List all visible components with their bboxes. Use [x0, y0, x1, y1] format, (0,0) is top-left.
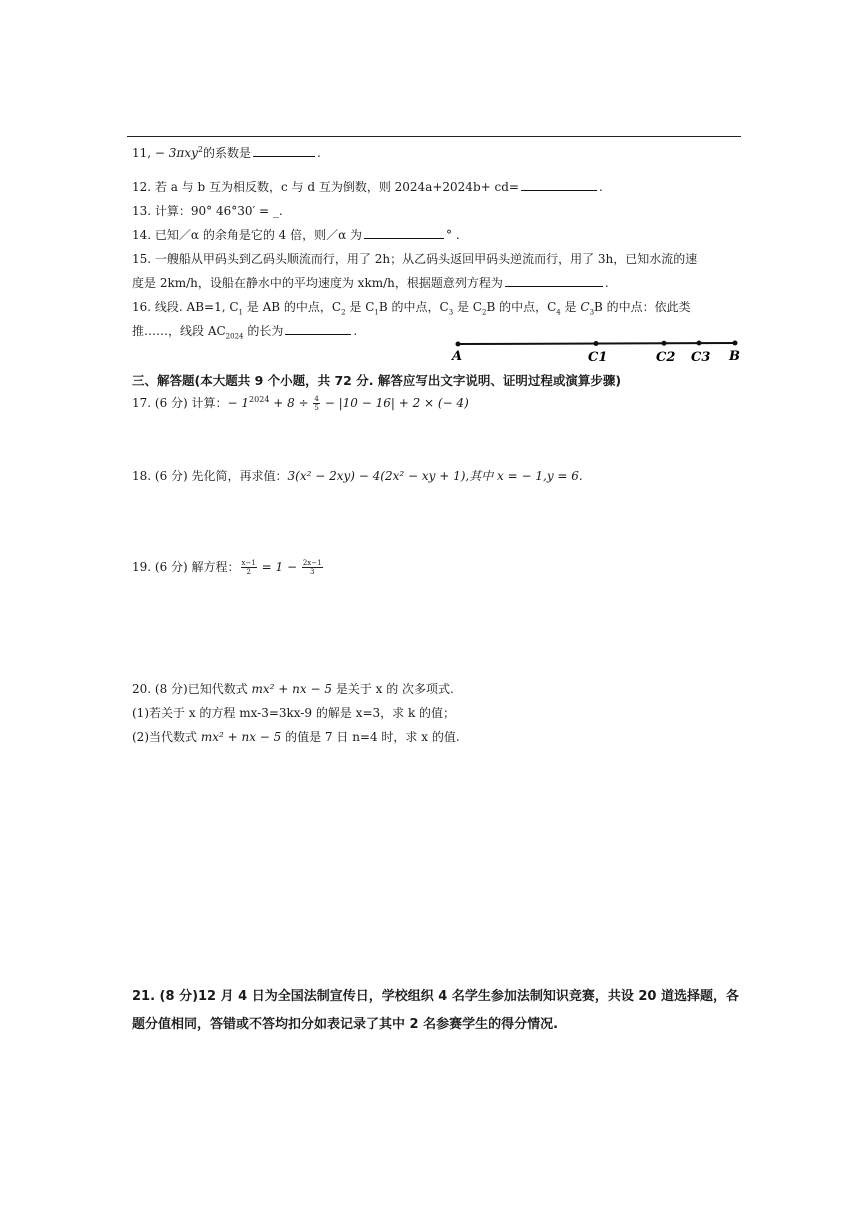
question-16-line-2: 推……，线段 $AC_{2024}$ 的长为 .	[132, 324, 358, 341]
label-c3: C3	[691, 350, 711, 365]
question-13	[132, 202, 283, 220]
q12-answer-blank[interactable]	[521, 178, 597, 191]
q15-text-2: 度是 2km/h，设船在静水中的平均速度为 xkm/h，根据题意列方程为	[132, 276, 503, 290]
q19-fraction-2: $\frac{2x-1}{3}$	[302, 559, 322, 576]
question-19: 19. (6 分) 解方程： $\frac{x-1}{2}$ = 1 − $\frac{2x-1}{3}$	[132, 559, 322, 576]
label-a: A	[452, 349, 463, 364]
segment-diagram	[448, 336, 748, 366]
question-21-line-1: 21. (8 分)12 月 4 日为全国法制宣传日，学校组织 4 名学生参加法制知识竞赛，共设 20 道选择题，各	[132, 989, 739, 1004]
q11-exponent: 2	[197, 145, 203, 154]
point-c3	[697, 341, 702, 346]
question-20-line-2: (1)若关于 x 的方程 mx-3=3kx-9 的解是 x=3，求 k 的值；	[132, 706, 456, 720]
q17-fraction: $\frac{4}{5}$	[314, 395, 319, 412]
q19-fraction-1: $\frac{x-1}{2}$	[241, 559, 256, 576]
question-21-line-2: 题分值相同，答错或不答均扣分如表记录了其中 2 名参赛学生的得分情况.	[132, 1017, 559, 1032]
question-12: 12. 若 a 与 b 互为相反数，c 与 d 互为倒数，则 2024a+2024b+ cd= .	[132, 180, 603, 194]
q11-number: 11,	[132, 146, 152, 160]
label-c2: C2	[656, 350, 676, 365]
point-a	[456, 342, 461, 347]
label-b: B	[729, 349, 740, 364]
question-20-line-1: 20. (8 分)已知代数式 mx² + nx − 5 是关于 x 的 次多项式.	[132, 682, 454, 696]
q14-answer-blank[interactable]	[364, 226, 444, 239]
q11-text: 的系数是	[202, 146, 251, 160]
question-14: 14. 已知／α 的余角是它的 4 倍，则／α 为 ° .	[132, 228, 460, 242]
question-15-line-2: 度是 2km/h，设船在静水中的平均速度为 xkm/h，根据题意列方程为 .	[132, 276, 609, 290]
q13-text: 13. 计算：90° 46°30′ = _.	[132, 204, 283, 218]
label-c1: C1	[588, 350, 608, 365]
q11-answer-blank[interactable]	[253, 144, 315, 157]
question-15-line-1	[132, 250, 697, 268]
question-16-line-1: 16. 线段. AB=1, $C_1$ 是 AB 的中点，$C_2$ 是 $C_1B$ 的中点，$C_3$ 是 $C_2B$ 的中点，$C_4$ 是 $C_3B$ 的中点：依此类	[132, 300, 691, 317]
question-20-line-3: (2)当代数式 mx² + nx − 5 的值是 7 日 n=4 时，求 x 的值.	[132, 730, 460, 744]
q15-text-1: 15. 一艘船从甲码头到乙码头顺流而行，用了 2h；从乙码头返回甲码头逆流而行，用了 3h，已知水流的速	[132, 252, 698, 266]
q15-answer-blank[interactable]	[505, 274, 603, 287]
point-b	[733, 341, 738, 346]
q12-text: 12. 若 a 与 b 互为相反数，c 与 d 互为倒数，则 2024a+2024b+ cd=	[132, 180, 519, 194]
q16-answer-blank[interactable]	[285, 322, 351, 335]
point-c1	[594, 341, 599, 346]
question-17: 17. (6 分) 计算：− $1^{2024} + 8$ ÷ $\frac{4}{5}$ − |10 − 16| + 2 × (− 4)	[132, 395, 469, 412]
header-rule	[127, 136, 741, 137]
question-18: 18. (6 分) 先化简，再求值：3(x² − 2xy) − 4(2x² − xy + 1),其中 x = − 1,y = 6.	[132, 469, 583, 483]
point-c2	[662, 341, 667, 346]
question-11: 11, − 3πxy$^2$的系数是 .	[132, 145, 321, 160]
section-3-title: 三、解答题(本大题共 9 个小题，共 72 分. 解答应写出文字说明、证明过程或演算步骤)	[132, 373, 622, 388]
q14-text: 14. 已知／α 的余角是它的 4 倍，则／α 为	[132, 228, 362, 242]
q11-expression: − 3πxy	[154, 146, 198, 160]
